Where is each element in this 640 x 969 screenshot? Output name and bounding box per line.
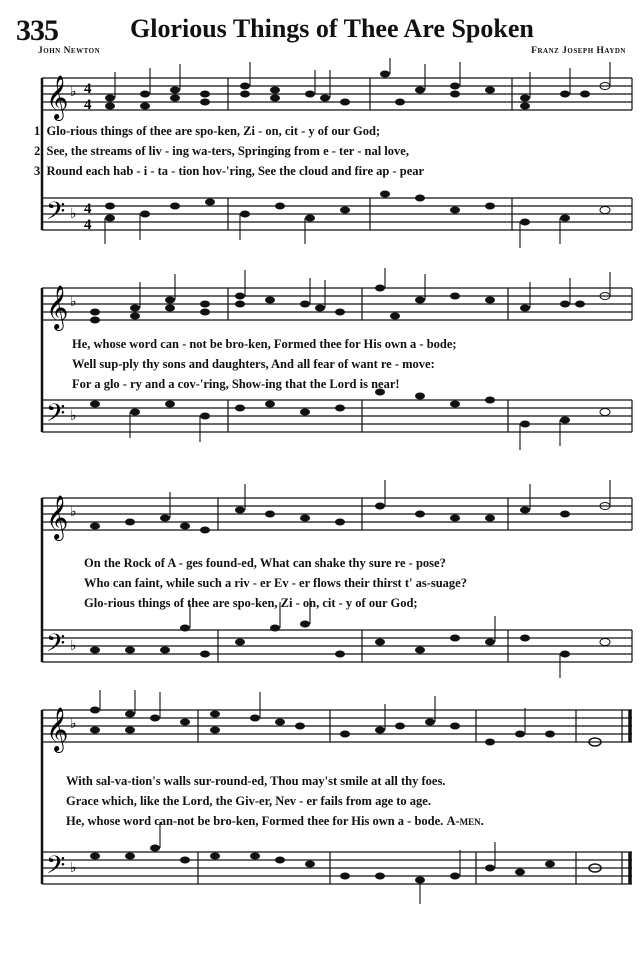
treble-clef-icon: 𝄞 bbox=[46, 285, 69, 329]
flat-icon: ♭ bbox=[70, 84, 77, 100]
flat-icon: ♭ bbox=[70, 294, 77, 310]
hymn-title: Glorious Things of Thee Are Spoken bbox=[130, 14, 534, 43]
svg-text:4: 4 bbox=[84, 201, 92, 217]
bass-clef-icon: 𝄢 bbox=[46, 399, 66, 434]
flat-icon: ♭ bbox=[70, 206, 77, 222]
flat-icon: ♭ bbox=[70, 504, 77, 520]
amen-text: A-men. bbox=[446, 814, 484, 828]
verse-3-line: For a glo - ry and a cov-'ring, Show-ing that the Lord is near! bbox=[72, 377, 400, 391]
lyrics-system-4 bbox=[66, 772, 636, 832]
lyrics-system-2 bbox=[72, 335, 632, 395]
verse-2-line: Grace which, like the Lord, the Giv-er, Nev - er fails from age to age. bbox=[66, 794, 431, 808]
flat-icon: ♭ bbox=[70, 716, 77, 732]
bass-staff-1 bbox=[42, 198, 632, 230]
hymn-number: 335 bbox=[16, 14, 58, 47]
bass-clef-icon: 𝄢 bbox=[46, 629, 66, 664]
treble-staff-1 bbox=[42, 78, 632, 110]
verse-3-line: Glo-rious things of thee are spo-ken, Zi - on, cit - y of our God; bbox=[84, 596, 418, 610]
bass-clef-icon: 𝄢 bbox=[46, 851, 66, 886]
verse-2-line: 2. See, the streams of liv - ing wa-ters, Springing from e - ter - nal love, bbox=[34, 144, 409, 158]
verse-2-line: Well sup-ply thy sons and daughters, And all fear of want re - move: bbox=[72, 357, 435, 371]
flat-icon: ♭ bbox=[70, 638, 77, 654]
hymn-author: John Newton bbox=[38, 46, 101, 56]
bass-clef-icon: 𝄢 bbox=[46, 197, 66, 232]
verse-1-line: With sal-va-tion's walls sur-round-ed, Thou may'st smile at all thy foes. bbox=[66, 774, 446, 788]
verse-1-line: 1. Glo-rious things of thee are spo-ken, Zi - on, cit - y of our God; bbox=[34, 124, 381, 138]
flat-icon: ♭ bbox=[70, 408, 77, 424]
verse-3-line: He, whose word can-not be bro-ken, Formed thee for His own a - bode. A-men. bbox=[66, 814, 484, 828]
verse-3-line: 3. Round each hab - i - ta - tion hov-'ring, See the cloud and fire ap - pear bbox=[34, 164, 425, 178]
hymn-composer: Franz Joseph Haydn bbox=[531, 46, 626, 56]
svg-text:4: 4 bbox=[84, 217, 92, 233]
lyrics-system-3 bbox=[84, 554, 632, 614]
lyrics-system-1 bbox=[34, 122, 634, 182]
flat-icon: ♭ bbox=[70, 860, 77, 876]
time-signature-bottom: 4 bbox=[84, 97, 92, 113]
verse-2-line: Who can faint, while such a riv - er Ev - er flows their thirst t' as-suage? bbox=[84, 576, 467, 590]
verse-1-line: On the Rock of A - ges found-ed, What can shake thy sure re - pose? bbox=[84, 556, 446, 570]
time-signature-top: 4 bbox=[84, 81, 92, 97]
treble-clef-icon: 𝄞 bbox=[46, 495, 69, 539]
verse-1-line: He, whose word can - not be bro-ken, Formed thee for His own a - bode; bbox=[72, 337, 457, 351]
hymn-header bbox=[0, 0, 640, 60]
treble-clef-icon: 𝄞 bbox=[46, 707, 69, 751]
treble-clef-icon: 𝄞 bbox=[46, 75, 69, 119]
